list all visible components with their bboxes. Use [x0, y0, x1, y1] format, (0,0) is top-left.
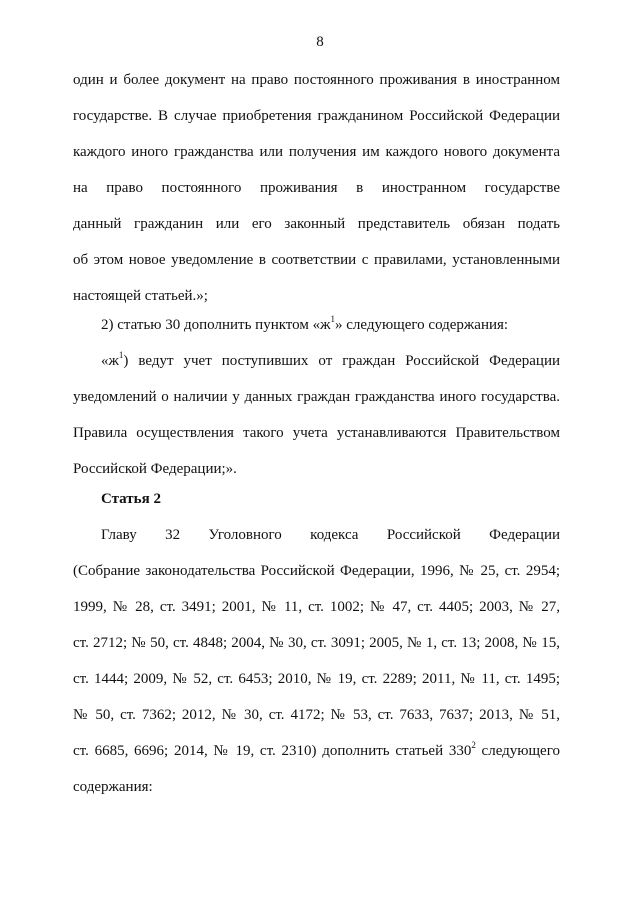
- text-line: 1999, № 28, ст. 3491; 2001, № 11, ст. 1002; № 47, ст. 4405; 2003, № 27,: [73, 599, 560, 615]
- text-line: данный гражданин или его законный представитель обязан подать: [73, 216, 560, 232]
- text-line: содержания:: [73, 779, 153, 795]
- text-line: государстве. В случае приобретения гражданином Российской Федерации: [73, 108, 560, 124]
- item-line: [101, 315, 560, 335]
- text-line: настоящей статьей.»;: [73, 288, 208, 304]
- text-line: (Собрание законодательства Российской Федерации, 1996, № 25, ст. 2954;: [73, 563, 560, 579]
- text-line: ст. 1444; 2009, № 52, ст. 6453; 2010, № 19, ст. 2289; 2011, № 11, ст. 1495;: [73, 671, 560, 687]
- quote-text-before: «ж: [101, 353, 119, 369]
- text-line: Российской Федерации;».: [73, 461, 237, 477]
- text-line: один и более документ на право постоянного проживания в иностранном: [73, 72, 560, 88]
- article-heading: Статья 2: [101, 491, 161, 507]
- text-line: уведомлений о наличии у данных граждан гражданства иного государства.: [73, 389, 560, 405]
- superscript: 1: [118, 350, 124, 360]
- text-before: ст. 6685, 6696; 2014, № 19, ст. 2310) дополнить статьей 330: [73, 743, 472, 759]
- text-line: каждого иного гражданства или получения им каждого нового документа: [73, 144, 560, 160]
- text-line: [73, 741, 560, 761]
- text-after: следующего: [475, 743, 560, 759]
- item-text-after: » следующего содержания:: [334, 317, 509, 333]
- text-line: № 50, ст. 7362; 2012, № 30, ст. 4172; № 53, ст. 7633, 7637; 2013, № 51,: [73, 707, 560, 723]
- text-line: Правила осуществления такого учета устанавливаются Правительством: [73, 425, 560, 441]
- quote-text-after: ) ведут учет поступивших от граждан Российской Федерации: [123, 353, 560, 369]
- superscript: 2: [471, 740, 476, 750]
- superscript: 1: [330, 314, 335, 324]
- text-line: Главу 32 Уголовного кодекса Российской Федерации: [101, 527, 560, 543]
- text-line: ст. 2712; № 50, ст. 4848; 2004, № 30, ст. 3091; 2005, № 1, ст. 13; 2008, № 15,: [73, 635, 560, 651]
- text-line: на право постоянного проживания в иностранном государстве: [73, 180, 560, 196]
- quote-line: [101, 351, 560, 371]
- page-number: 8: [316, 34, 324, 50]
- item-text-before: 2) статью 30 дополнить пунктом «ж: [101, 317, 331, 333]
- text-line: об этом новое уведомление в соответствии с правилами, установленными: [73, 252, 560, 268]
